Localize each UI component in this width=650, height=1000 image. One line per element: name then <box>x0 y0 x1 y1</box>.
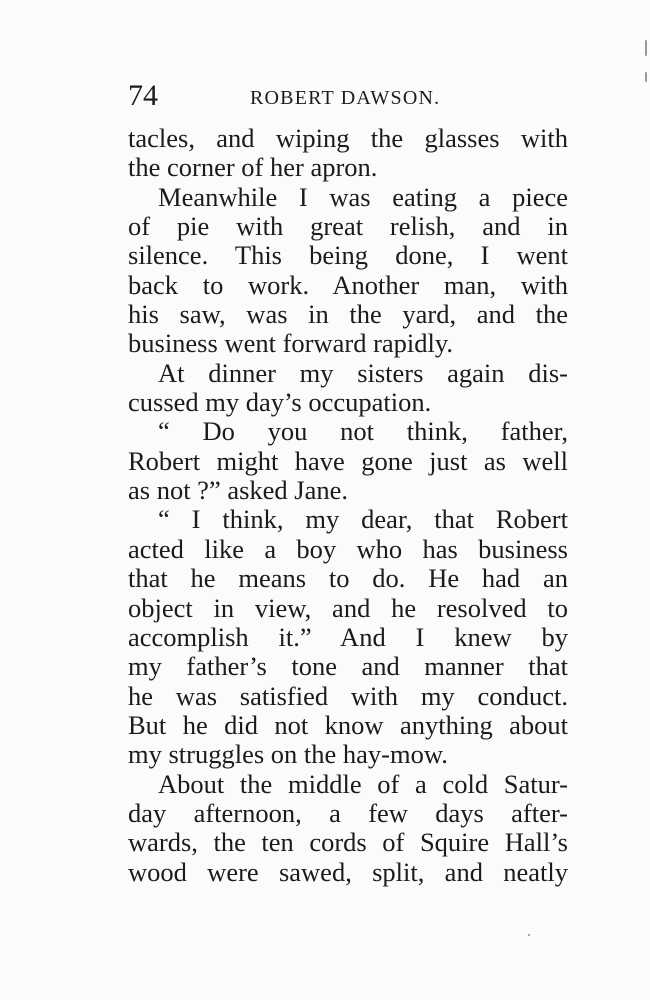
text-line: the corner of her apron. <box>128 152 378 183</box>
text-line: of pie with great relish, and in <box>128 211 568 242</box>
body-text <box>128 124 568 887</box>
text-line: silence. This being done, I went <box>128 240 568 271</box>
text-line: his saw, was in the yard, and the <box>128 299 568 330</box>
running-title: ROBERT DAWSON. <box>250 87 441 109</box>
text-line: he was satisfied with my conduct. <box>128 680 568 711</box>
text-line: acted like a boy who has business <box>128 533 568 564</box>
text-line: At dinner my sisters again dis- <box>158 357 568 388</box>
text-line: accomplish it.” And I knew by <box>128 621 568 652</box>
text-line: tacles, and wiping the glasses with <box>128 123 568 153</box>
text-line: wood were sawed, split, and neatly <box>128 856 568 887</box>
text-line: my father’s tone and manner that <box>128 651 568 682</box>
page-number: 74 <box>128 79 158 112</box>
text-line: “ I think, my dear, that Robert <box>158 504 568 535</box>
text-line: But he did not know anything about <box>128 709 568 740</box>
page-edge-mark <box>645 40 647 56</box>
text-line: Meanwhile I was eating a piece <box>158 181 568 212</box>
text-line: business went forward rapidly. <box>128 328 454 359</box>
text-line: as not ?” asked Jane. <box>128 475 349 506</box>
text-line: Robert might have gone just as well <box>128 445 568 476</box>
text-line: object in view, and he resolved to <box>128 592 568 623</box>
text-line: wards, the ten cords of Squire Hall’s <box>128 827 568 858</box>
text-line: day afternoon, a few days after- <box>128 797 568 828</box>
text-line: cussed my day’s occupation. <box>128 387 432 418</box>
text-line: that he means to do. He had an <box>128 563 568 594</box>
ink-speck <box>528 934 530 936</box>
running-head <box>128 76 570 116</box>
page-edge-mark <box>645 72 647 82</box>
text-line: my struggles on the hay-mow. <box>128 739 448 770</box>
text-line: back to work. Another man, with <box>128 269 568 300</box>
text-line: “ Do you not think, father, <box>158 416 568 447</box>
text-line: About the middle of a cold Satur- <box>158 768 568 799</box>
